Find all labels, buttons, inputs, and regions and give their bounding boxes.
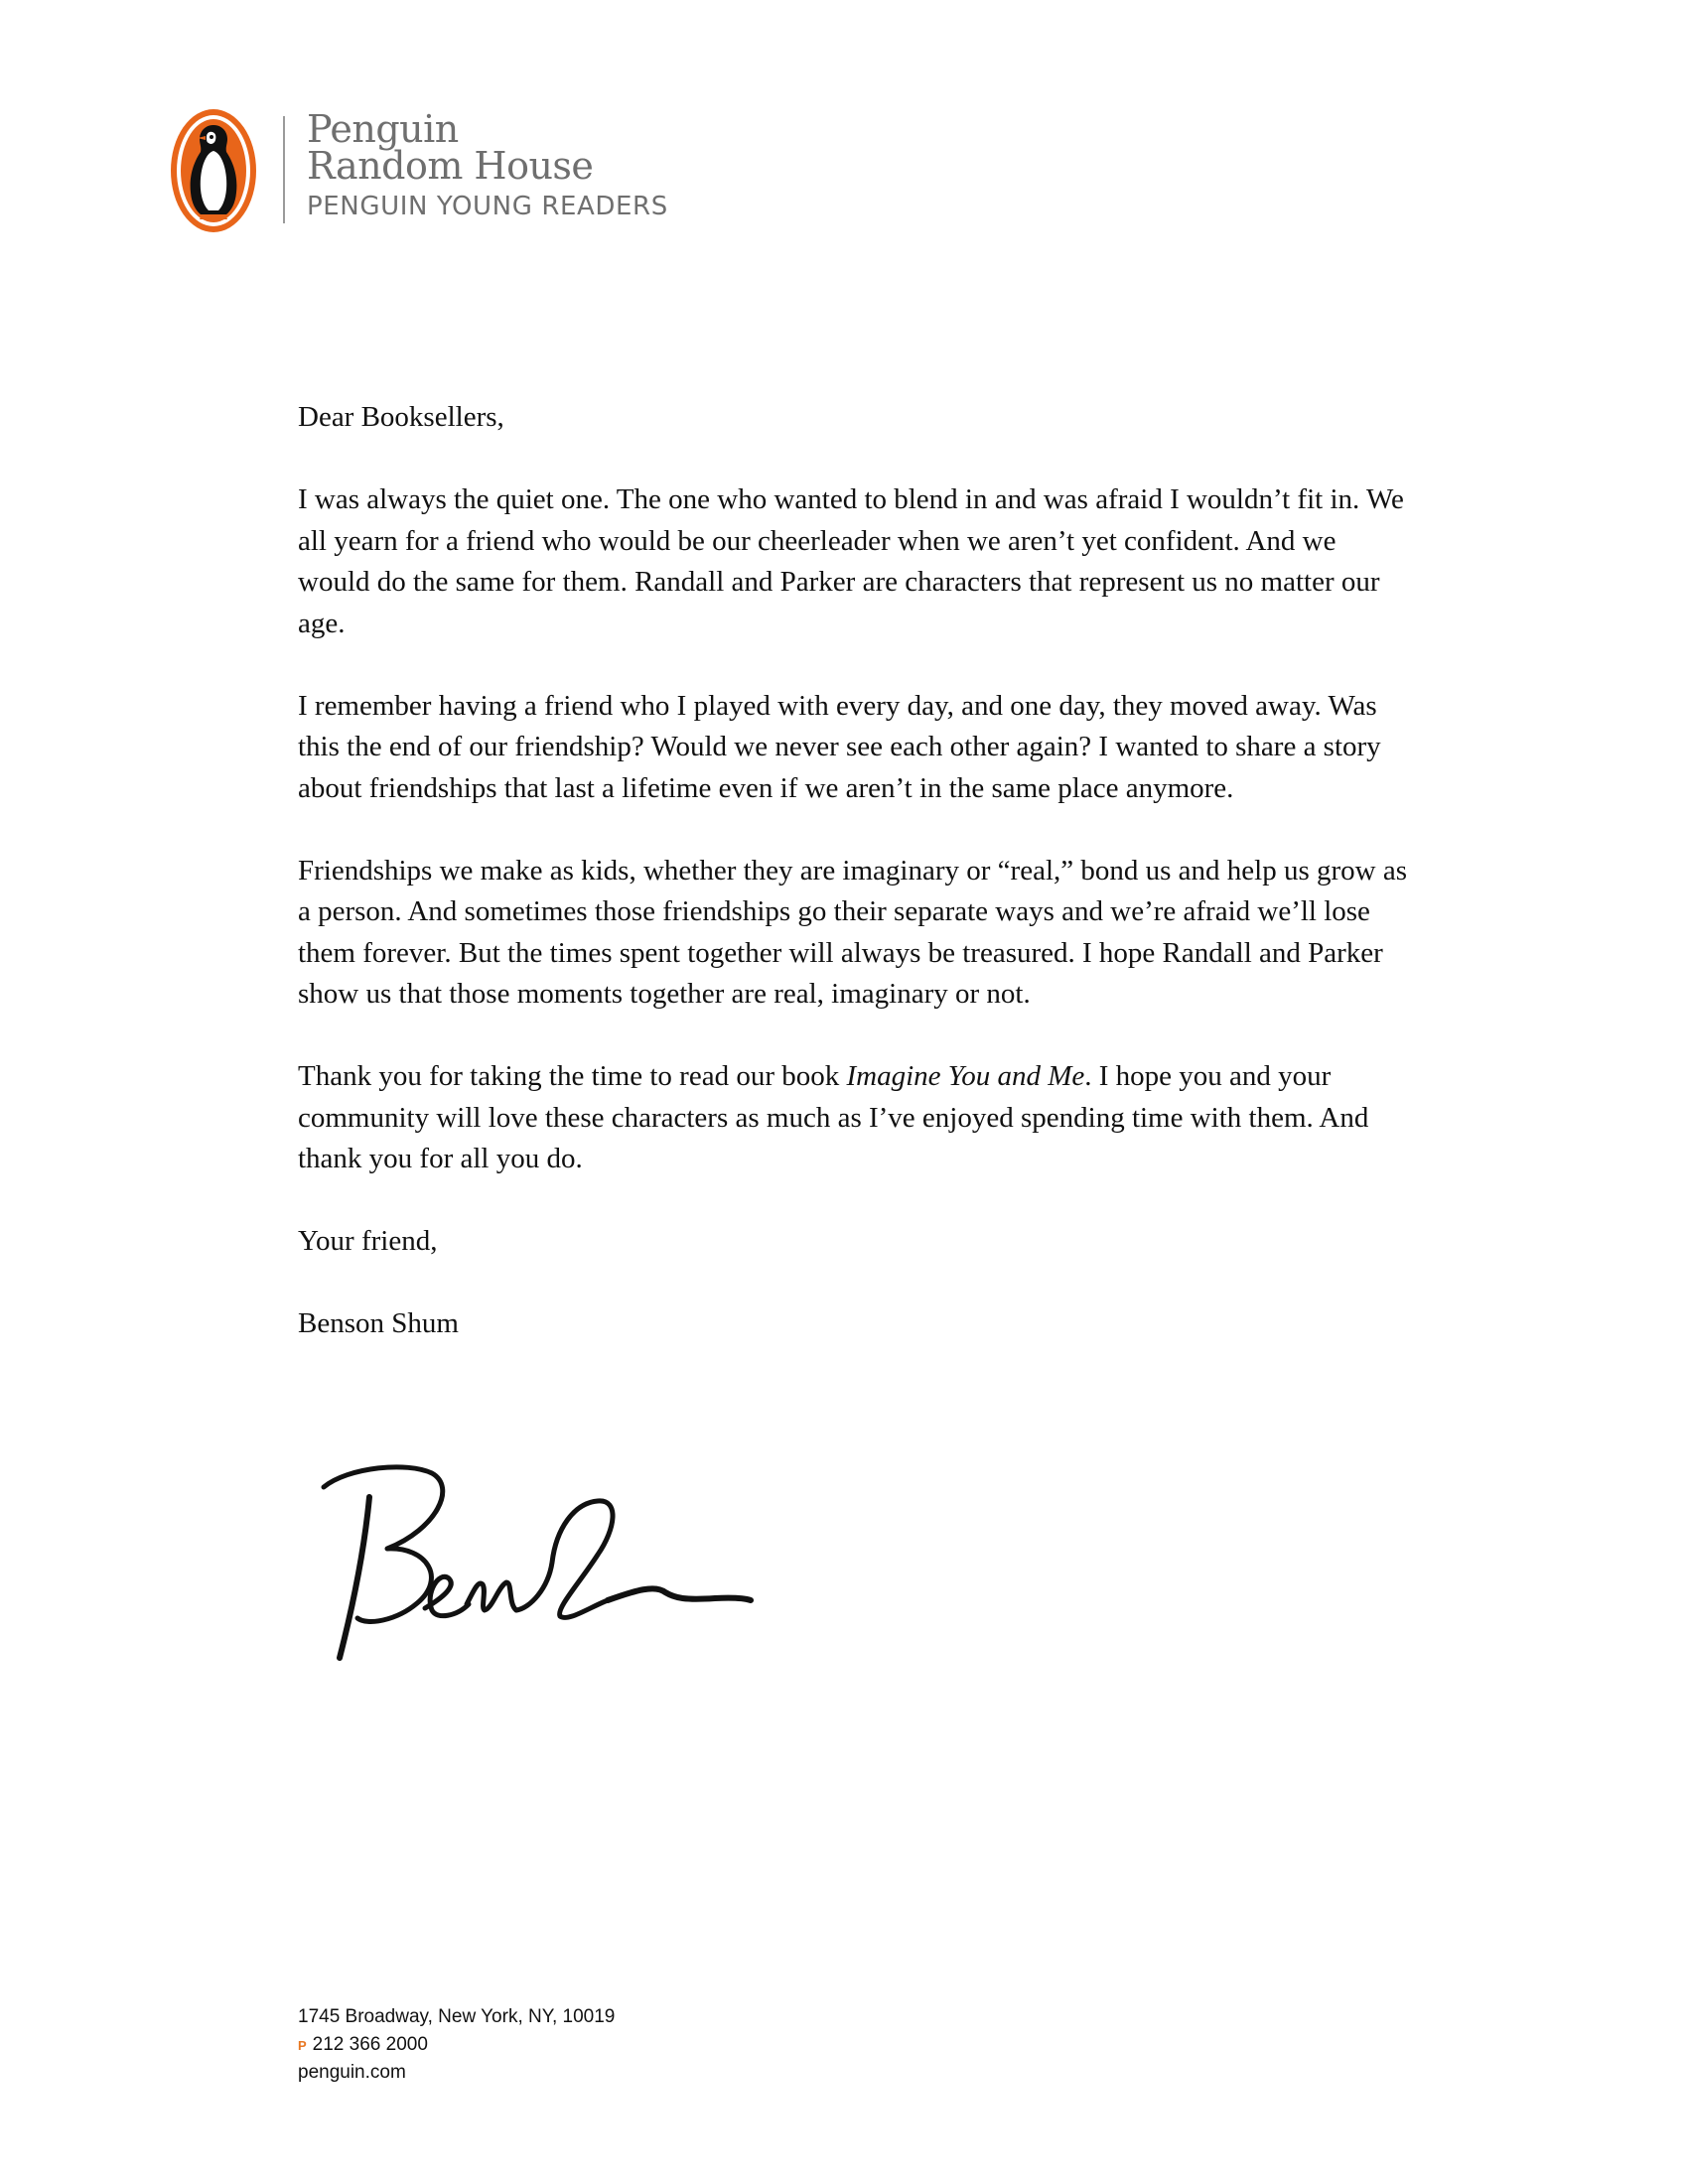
footer-phone-row — [298, 2031, 615, 2060]
paragraph-4-before: Thank you for taking the time to read our book — [298, 1060, 847, 1092]
paragraph-2: I remember having a friend who I played with every day, and one day, they moved away. Was this the end of our friendship? Would we never see each other again? I wanted to share a story about friendships that last a lifetime even if we aren’t in the same place anymore. — [298, 689, 1381, 804]
closing: Your friend, — [298, 1225, 438, 1257]
book-title: Imagine You and Me — [846, 1060, 1085, 1092]
logo-divider — [283, 116, 285, 223]
letter-body — [298, 397, 1410, 1386]
letterhead-footer — [298, 2003, 615, 2087]
brand-line-1: Penguin — [307, 107, 459, 151]
penguin-logo-icon — [169, 107, 258, 234]
author-name: Benson Shum — [298, 1307, 459, 1339]
footer-website[interactable]: penguin.com — [298, 2062, 406, 2083]
paragraph-4-after: . I hope you and your community will love these characters as much as I’ve enjoyed spending time with them. And thank you for all you do. — [298, 1060, 1369, 1174]
paragraph-4 — [298, 1056, 1410, 1180]
imprint-name: PENGUIN YOUNG READERS — [307, 192, 668, 221]
salutation: Dear Booksellers, — [298, 401, 504, 433]
handwritten-signature-icon — [318, 1459, 755, 1668]
footer-phone: 212 366 2000 — [312, 2033, 428, 2055]
phone-label: P — [298, 2037, 307, 2053]
paragraph-3: Friendships we make as kids, whether they are imaginary or “real,” bond us and help us grow as a person. And sometimes those friendships go their separate ways and we’re afraid we’ll lose them forever. But the times spent together will always be treasured. I hope Randall and Parker show us that those moments together are real, imaginary or not. — [298, 854, 1407, 1010]
brand-wordmark — [307, 107, 668, 226]
paragraph-1: I was always the quiet one. The one who wanted to blend in and was afraid I wouldn’t fit in. We all yearn for a friend who would be our cheerleader when we aren’t yet confident. And we would do the same for them. Randall and Parker are characters that represent us no matter our age. — [298, 483, 1404, 639]
brand-line-2: Random House — [307, 144, 594, 188]
footer-address: 1745 Broadway, New York, NY, 10019 — [298, 2006, 616, 2027]
